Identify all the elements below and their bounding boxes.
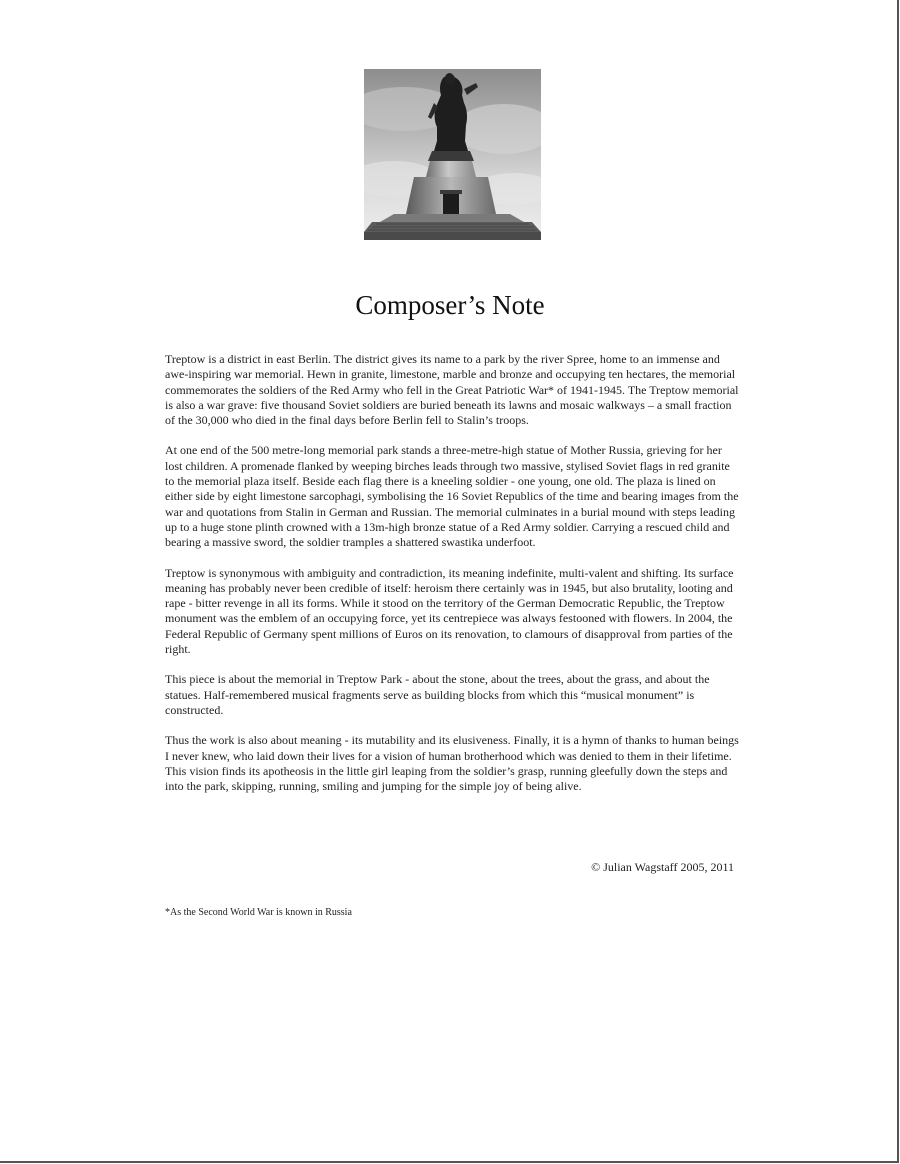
paragraph: At one end of the 500 metre-long memorial park stands a three-metre-high statue of Mother Russia, grieving for her lost children. A promenade flanked by weeping birches leads through two massive, stylised Soviet flags in red granite to the memorial plaza itself. Beside each flag there is a kneeling soldier - one young, one old. The plaza is lined on either side by eight limestone sarcophagi, symbolising the 16 Soviet Republics of the time and bearing images from the war and quotations from Stalin in German and Russian. The memorial culminates in a burial mound with steps leading up to a huge stone plinth crowned with a 13m-high bronze statue of a Red Army soldier. Carrying a rescued child and bearing a massive sword, the soldier tramples a shattered swastika underfoot.: [165, 443, 739, 550]
paragraph: This piece is about the memorial in Treptow Park - about the stone, about the trees, about the grass, and about the statues. Half-remembered musical fragments serve as building blocks from which this “musical monument” is constructed.: [165, 672, 710, 717]
note-body: [165, 352, 741, 809]
copyright-line: © Julian Wagstaff 2005, 2011: [591, 860, 734, 874]
paragraph: Treptow is a district in east Berlin. The district gives its name to a park by the river Spree, home to an immense and awe-inspiring war memorial. Hewn in granite, limestone, marble and bronze and occupying ten hectares, the memorial commemorates the soldiers of the Red Army who fell in the Great Patriotic War* of 1941-1945. The Treptow memorial is also a war grave: five thousand Soviet soldiers are buried beneath its lawns and mosaic walkways – a small fraction of the 30,000 who died in the final days before Berlin fell to Stalin’s troops.: [165, 352, 739, 428]
page-title: Composer’s Note: [355, 290, 545, 320]
memorial-photo: [364, 69, 541, 240]
paragraph: Thus the work is also about meaning - its mutability and its elusiveness. Finally, it is a hymn of thanks to human beings I never knew, who laid down their lives for a vision of human brotherhood which was denied to them in their lifetime. This vision finds its apotheosis in the little girl leaping from the soldier’s grasp, running gleefully down the steps and into the park, skipping, running, smiling and jumping for the simple joy of being alive.: [165, 733, 739, 794]
paragraph: Treptow is synonymous with ambiguity and contradiction, its meaning indefinite, multi-valent and shifting. Its surface meaning has probably never been credible of itself: heroism there certainly was in 1945, but also brutality, looting and rape - bitter revenge in all its forms. While it stood on the territory of the German Democratic Republic, the Treptow monument was the emblem of an occupying force, yet its centrepiece was always festooned with flowers. In 2004, the Federal Republic of Germany spent millions of Euros on its renovation, to clamours of disapproval from parties of the right.: [165, 565, 734, 657]
footnote: *As the Second World War is known in Russia: [165, 907, 352, 918]
